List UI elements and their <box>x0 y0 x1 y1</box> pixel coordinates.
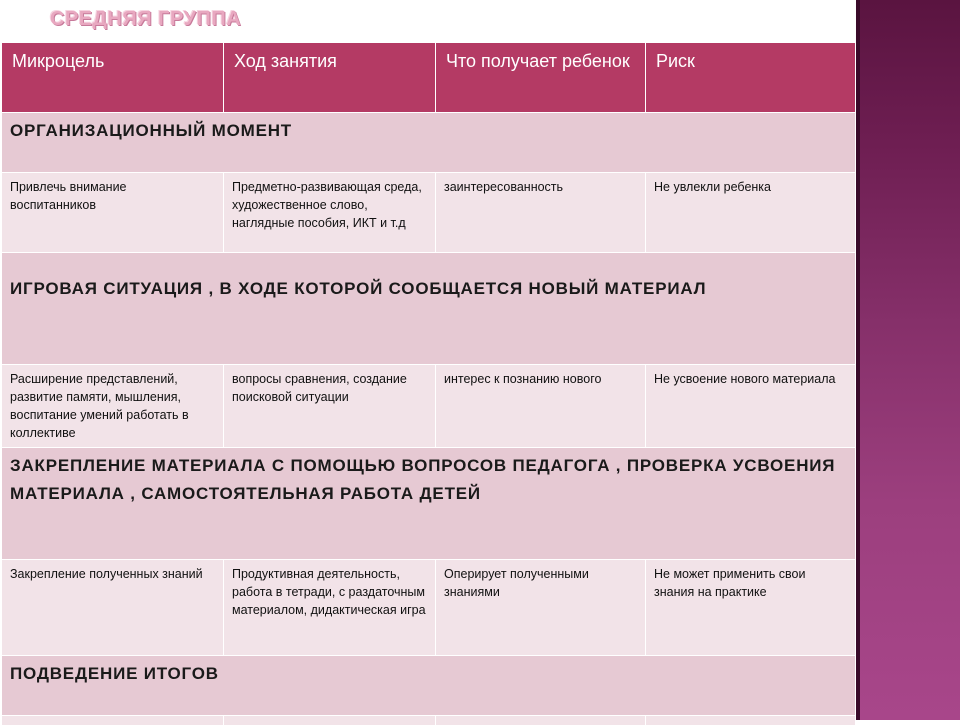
cell-child-outcome: интерес к познанию нового <box>436 365 646 448</box>
column-header-child-outcome: Что получает ребенок <box>436 43 646 113</box>
section-title-game-situation: ИГРОВАЯ СИТУАЦИЯ , В ХОДЕ КОТОРОЙ СООБЩАЕТСЯ НОВЫЙ МАТЕРИАЛ <box>2 253 856 365</box>
section-title-summary: ПОДВЕДЕНИЕ ИТОГОВ <box>2 656 856 716</box>
cell-lesson-course: Продуктивная деятельность, работа в тетради, с раздаточным материалом, дидактическая игра <box>224 560 436 656</box>
cell-microgoal <box>2 716 224 726</box>
cell-microgoal: Расширение представлений, развитие памяти, мышления, воспитание умений работать в коллективе <box>2 365 224 448</box>
table-row <box>2 716 856 726</box>
cell-child-outcome: Оперирует полученными знаниями <box>436 560 646 656</box>
section-title-consolidation: ЗАКРЕПЛЕНИЕ МАТЕРИАЛА С ПОМОЩЬЮ ВОПРОСОВ ПЕДАГОГА , ПРОВЕРКА УСВОЕНИЯ МАТЕРИАЛА , САМОСТОЯТЕЛЬНАЯ РАБОТА ДЕТЕЙ <box>2 448 856 560</box>
section-row <box>2 448 856 560</box>
column-header-microgoal: Микроцель <box>2 43 224 113</box>
cell-risk: Не усвоение нового материала <box>646 365 856 448</box>
section-title-organizational: ОРГАНИЗАЦИОННЫЙ МОМЕНТ <box>2 113 856 173</box>
cell-child-outcome: заинтересованность <box>436 173 646 253</box>
slide-title: СРЕДНЯЯ ГРУППА <box>50 8 242 30</box>
cell-risk: Не увлекли ребенка <box>646 173 856 253</box>
column-header-risk: Риск <box>646 43 856 113</box>
section-row <box>2 656 856 716</box>
table-row <box>2 173 856 253</box>
cell-lesson-course <box>224 716 436 726</box>
cell-microgoal: Закрепление полученных знаний <box>2 560 224 656</box>
side-band-edge <box>856 0 860 720</box>
table-row <box>2 365 856 448</box>
cell-lesson-course: Предметно-развивающая среда, художественное слово, наглядные пособия, ИКТ и т.д <box>224 173 436 253</box>
column-header-lesson-course: Ход занятия <box>224 43 436 113</box>
cell-child-outcome <box>436 716 646 726</box>
section-row <box>2 253 856 365</box>
section-row <box>2 113 856 173</box>
lesson-plan-table <box>1 42 856 726</box>
cell-risk <box>646 716 856 726</box>
cell-microgoal: Привлечь внимание воспитанников <box>2 173 224 253</box>
cell-risk: Не может применить свои знания на практике <box>646 560 856 656</box>
cell-lesson-course: вопросы сравнения, создание поисковой ситуации <box>224 365 436 448</box>
table-row <box>2 560 856 656</box>
table-header-row <box>2 43 856 113</box>
decorative-side-band <box>856 0 960 720</box>
